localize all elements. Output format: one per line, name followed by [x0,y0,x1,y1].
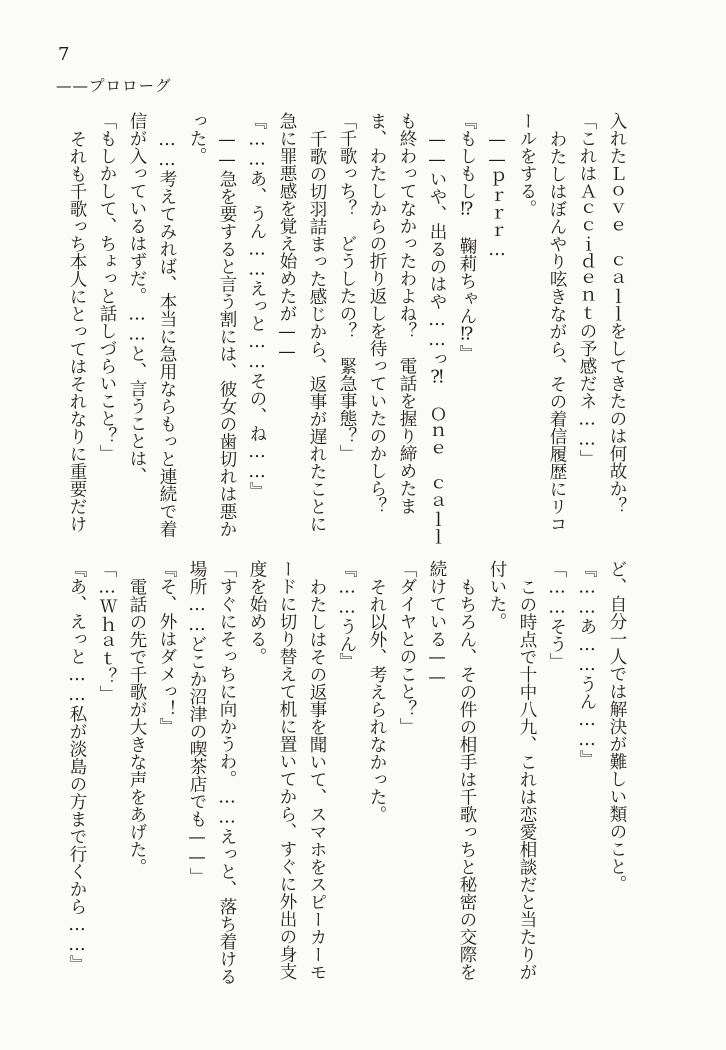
text-line: 「すぐにそっちに向かうわ。……えっと、落ち着ける [217,560,237,985]
text-line: 「これはＡｃｃｉｄｅｎｔの予感だネ……」 [577,112,597,467]
text-line: それ以外、考えられなかった。 [367,577,387,823]
text-line: 入れたＬｏｖｅ ｃａｌｌをしてきたのは何故か？ [607,112,627,515]
text-line: 電話の先で千歌が大きな声をあげた。 [127,577,147,875]
text-line: 急に罪悪感を覚え始めたが—— [277,112,297,362]
text-line: それも千歌っち本人にとってはそれなりに重要だけ [67,129,87,532]
text-line: 『……あ……うん……』 [577,560,597,768]
text-line: 「もしかして、ちょっと話しづらいこと？」 [97,112,117,462]
text-line: もちろん、その件の相手は千歌っちと秘密の交際を [457,577,477,980]
text-line: 「……そう」 [547,560,567,670]
text-line: ードに切り替えて机に置いてから、すぐに外出の身支 [277,560,297,980]
text-line: 度を始める。 [247,560,267,665]
text-line: 「ダイヤとのこと？」 [397,560,417,735]
chapter-heading: ——プロローグ [56,77,172,95]
text-line: 千歌の切羽詰まった感じから、返事が遅れたことに [307,129,327,532]
text-line: ——ｐｒｒｒ… [487,129,507,260]
text-line: ……考えてみれば、本当に急用ならもっと連続で着 [157,129,177,537]
text-line: ——急を要すると言う割には、彼女の歯切れは悪か [217,129,237,537]
text-line: 場所……どこか沼津の喫茶店でも——」 [187,560,207,885]
text-line: この時点で十中八九、これは恋愛相談だと当たりが [517,577,537,980]
text-line: 『あ、えっと……私が淡島の方まで行くから……』 [67,560,87,973]
text-line: 「千歌っち？ どうしたの？ 緊急事態？」 [337,112,357,462]
page-number: 7 [58,44,71,65]
text-line: 『そ、外はダメっ！』 [157,560,177,735]
text-line: 『……あ、うん……えっと……その、ね……』 [247,112,267,500]
text-line: ——いや、出るのはや……っ⁈ Ｏｎｅ ｃａｌｌ [427,129,447,545]
text-line: 信が入っているはずだ。……と、言うことは、 [127,112,147,485]
text-line: 付いた。 [487,560,507,630]
text-line: ど、自分一人では解決が難しい類のこと。 [607,560,627,893]
text-line: 続けている—— [427,560,447,688]
text-line: った。 [187,112,207,165]
text-block-bottom [62,560,632,994]
text-line: 『もしもし⁉ 鞠莉ちゃん⁉』 [457,112,477,362]
text-line: 「…Ｗｈａｔ？」 [97,560,117,703]
text-line: わたしはその返事を聞いて、スマホをスピーカーモ [307,577,327,980]
text-block-top [62,112,632,546]
text-line: 『……うん』 [337,560,357,670]
text-line: も終わってなかったわよね？ 電話を握り締めたま [397,112,417,515]
text-line: ま、わたしからの折り返しを待っていたのかしら？ [367,112,387,515]
text-line: ールをする。 [517,112,537,217]
text-line: わたしはぼんやり呟きながら、その着信履歴にリコ [547,129,567,532]
